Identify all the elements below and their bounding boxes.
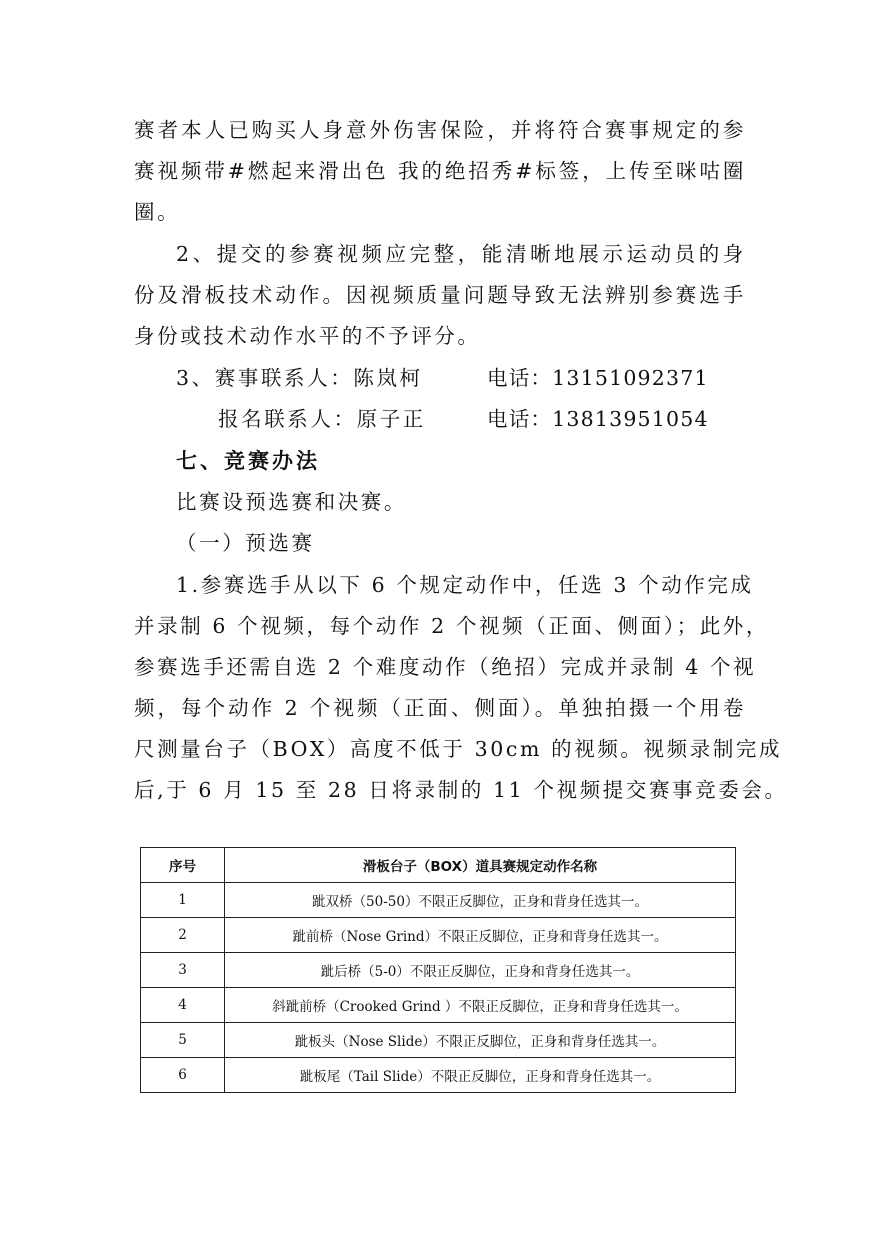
row-number: 1 bbox=[141, 883, 225, 918]
row-number: 3 bbox=[141, 953, 225, 988]
event-contact-phone: 电话：13151092371 bbox=[487, 366, 709, 390]
paragraph-line: 身份或技术动作水平的不予评分。 bbox=[134, 324, 481, 348]
paragraph-line: 份及滑板技术动作。因视频质量问题导致无法辨别参赛选手 bbox=[134, 283, 746, 307]
table-header-row bbox=[141, 848, 736, 883]
table-row bbox=[141, 883, 736, 918]
table-row bbox=[141, 1058, 736, 1093]
column-header-move-name: 滑板台子（BOX）道具赛规定动作名称 bbox=[225, 848, 736, 883]
table-row bbox=[141, 918, 736, 953]
paragraph-line: 后,于 6 月 15 至 28 日将录制的 11 个视频提交赛事竞委会。 bbox=[134, 778, 788, 802]
section-heading: 七、竞赛办法 bbox=[176, 449, 320, 473]
move-name: 斜跐前桥（Crooked Grind ）不限正反脚位，正身和背身任选其一。 bbox=[225, 988, 736, 1023]
registration-contact-phone: 电话：13813951054 bbox=[487, 407, 709, 431]
paragraph-line: 圈。 bbox=[134, 200, 181, 224]
move-name: 跐双桥（50-50）不限正反脚位，正身和背身任选其一。 bbox=[225, 883, 736, 918]
paragraph-line: 频，每个动作 2 个视频（正面、侧面）。单独拍摄一个用卷 bbox=[134, 696, 746, 720]
paragraph-line: 赛视频带#燃起来滑出色 我的绝招秀#标签，上传至咪咕圈 bbox=[134, 159, 746, 183]
move-name: 跐板尾（Tail Slide）不限正反脚位，正身和背身任选其一。 bbox=[225, 1058, 736, 1093]
table-row bbox=[141, 1023, 736, 1058]
event-contact-name: 3、赛事联系人：陈岚柯 bbox=[176, 366, 423, 390]
paragraph-line: 并录制 6 个视频，每个动作 2 个视频（正面、侧面）；此外， bbox=[134, 614, 769, 638]
row-number: 2 bbox=[141, 918, 225, 953]
table-row bbox=[141, 953, 736, 988]
paragraph-line: 1.参赛选手从以下 6 个规定动作中，任选 3 个动作完成 bbox=[176, 573, 754, 597]
paragraph-line: 2、提交的参赛视频应完整，能清晰地展示运动员的身 bbox=[176, 242, 746, 266]
row-number: 4 bbox=[141, 988, 225, 1023]
move-name: 跐前桥（Nose Grind）不限正反脚位，正身和背身任选其一。 bbox=[225, 918, 736, 953]
paragraph-line: 尺测量台子（BOX）高度不低于 30cm 的视频。视频录制完成 bbox=[134, 737, 783, 761]
row-number: 5 bbox=[141, 1023, 225, 1058]
subsection-heading: （一）预选赛 bbox=[176, 531, 315, 555]
paragraph-line: 参赛选手还需自选 2 个难度动作（绝招）完成并录制 4 个视 bbox=[134, 655, 757, 679]
move-name: 跐后桥（5-0）不限正反脚位，正身和背身任选其一。 bbox=[225, 953, 736, 988]
table-row bbox=[141, 988, 736, 1023]
required-moves-table bbox=[140, 847, 736, 1093]
paragraph-line: 比赛设预选赛和决赛。 bbox=[176, 490, 407, 514]
row-number: 6 bbox=[141, 1058, 225, 1093]
paragraph-line: 赛者本人已购买人身意外伤害保险，并将符合赛事规定的参 bbox=[134, 118, 746, 142]
move-name: 跐板头（Nose Slide）不限正反脚位，正身和背身任选其一。 bbox=[225, 1023, 736, 1058]
column-header-number: 序号 bbox=[141, 848, 225, 883]
registration-contact-name: 报名联系人：原子正 bbox=[218, 407, 426, 431]
